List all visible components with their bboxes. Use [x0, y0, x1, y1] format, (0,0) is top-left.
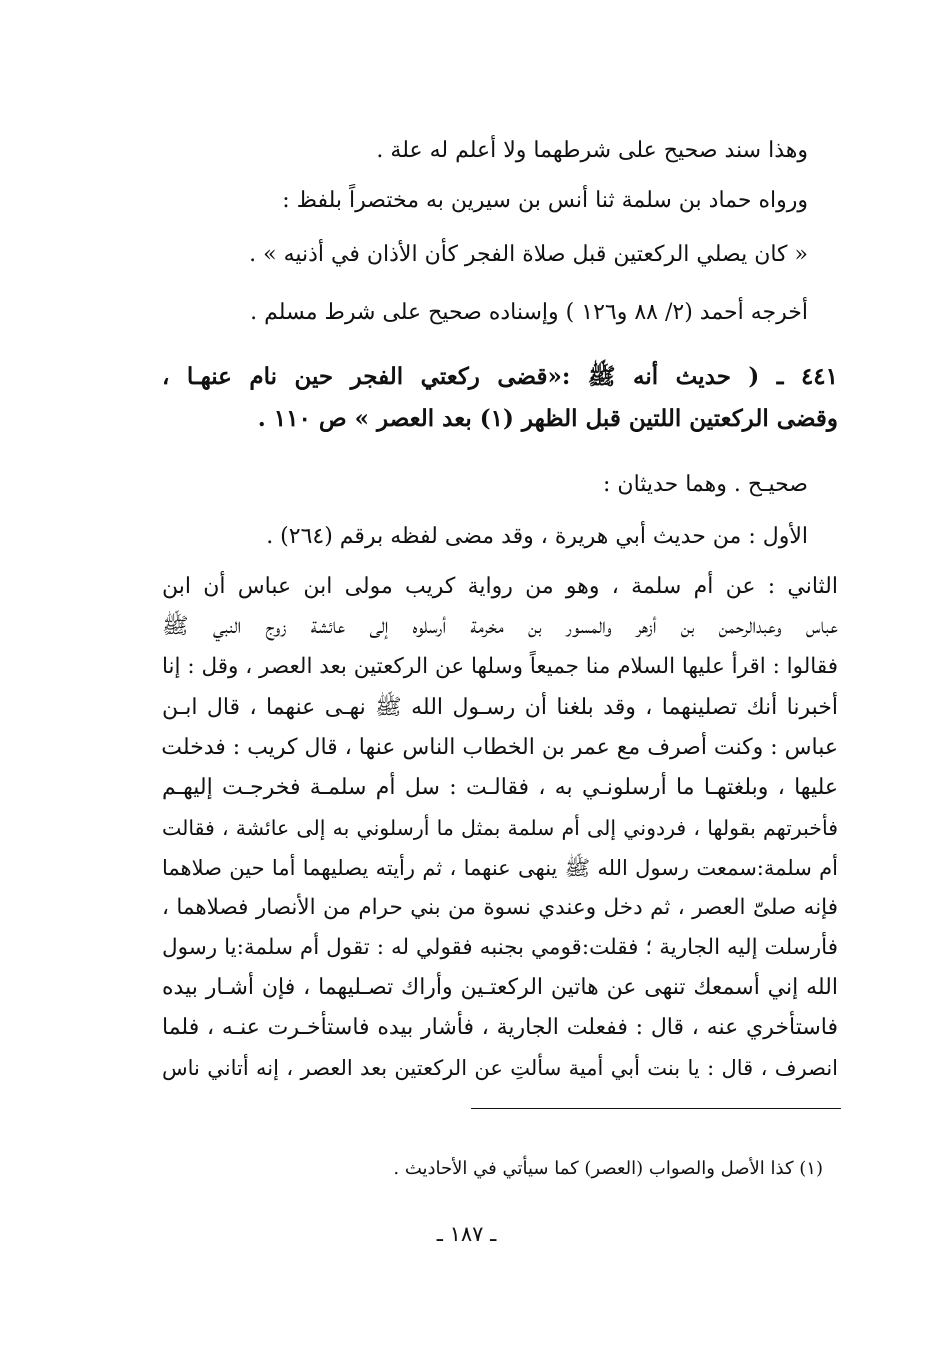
body-line: الله إني أسمعك تنهى عن هاتين الركعتـين وأراك تصـليهما ، فإن أشـار بيده: [162, 975, 838, 1000]
paragraph-line: أخرجه أحمد (٢/ ٨٨ و١٢٦ ) وإسناده صحيح على شرط مسلم .: [250, 300, 808, 325]
body-line: فإنه صلىّ العصر ، ثم دخل وعندي نسوة من بني حرام من الأنصار فصلاهما ،: [162, 895, 838, 920]
paragraph-line: ورواه حماد بن سلمة ثنا أنس بن سيرين به مختصراً بلفظ :: [282, 188, 808, 213]
body-line: الأول : من حديث أبي هريرة ، وقد مضى لفظه برقم (٢٦٤) .: [266, 524, 808, 549]
body-line: عباس : وكنت أصرف مع عمر بن الخطاب الناس عنها ، قال كريب : فدخلت: [161, 735, 838, 760]
body-line: فقالوا : اقرأ عليها السلام منا جميعاً وسلها عن الركعتين بعد العصر ، وقل : إنا: [162, 654, 838, 679]
body-line: فاستأخري عنه ، قال : ففعلت الجارية ، فأشار بيده فاستأخـرت عنـه ، فلما: [162, 1015, 838, 1040]
body-line: فأخبرتهم بقولها ، فردوني إلى أم سلمة بمثل ما أرسلوني به إلى عائشة ، فقالت: [162, 816, 838, 840]
paragraph-line: « كان يصلي الركعتين قبل صلاة الفجر كأن الأذان في أذنيه » .: [249, 242, 808, 267]
footnote: (١) كذا الأصل والصواب (العصر) كما سيأتي في الأحاديث .: [393, 1158, 823, 1179]
body-line: أم سلمة:سمعت رسول الله ﷺ ينهى عنهما ، ثم رأيته يصليهما أما حين صلاهما: [162, 856, 838, 880]
body-line: أخبرنا أنك تصلينهما ، وقد بلغنا أن رسـول الله ﷺ نهـى عنهما ، قال ابـن: [162, 695, 838, 720]
body-line: عليها ، وبلغتهـا ما أرسلونـي به ، فقالـت : سل أم سلمـة فخرجـت إليهـم: [162, 775, 838, 800]
body-line: الثاني : عن أم سلمة ، وهو من رواية كريب مولى ابن عباس أن ابن: [162, 574, 838, 599]
footnote-divider: [471, 1108, 841, 1109]
hadith-heading-line: وقضى الركعتين اللتين قبل الظهر (١) بعد العصر » ص ١١٠ .: [257, 405, 838, 432]
body-line: انصرف ، قال : يا بنت أبي أمية سألتِ عن الركعتين بعد العصر ، إنه أتاني ناس: [162, 1056, 838, 1080]
hadith-heading-line: ٤٤١ ـ ( حديث أنه ﷺ :«قضى ركعتي الفجر حين نام عنهـا ،: [162, 363, 838, 390]
page-number: ـ ١٨٧ ـ: [436, 1222, 497, 1246]
body-line: عباس وعبدالرحمن بن أزهر والمسور بن مخرمة أرسلوه إلى عائشة زوج النبي ﷺ: [162, 614, 838, 639]
body-line: فأرسلت إليه الجارية ؛ فقلت:قومي بجنبه فقولي له : تقول أم سلمة:يا رسول: [162, 935, 838, 960]
body-line: صحيـح . وهما حديثان :: [603, 472, 808, 497]
paragraph-line: وهذا سند صحيح على شرطهما ولا أعلم له علة .: [376, 138, 808, 163]
